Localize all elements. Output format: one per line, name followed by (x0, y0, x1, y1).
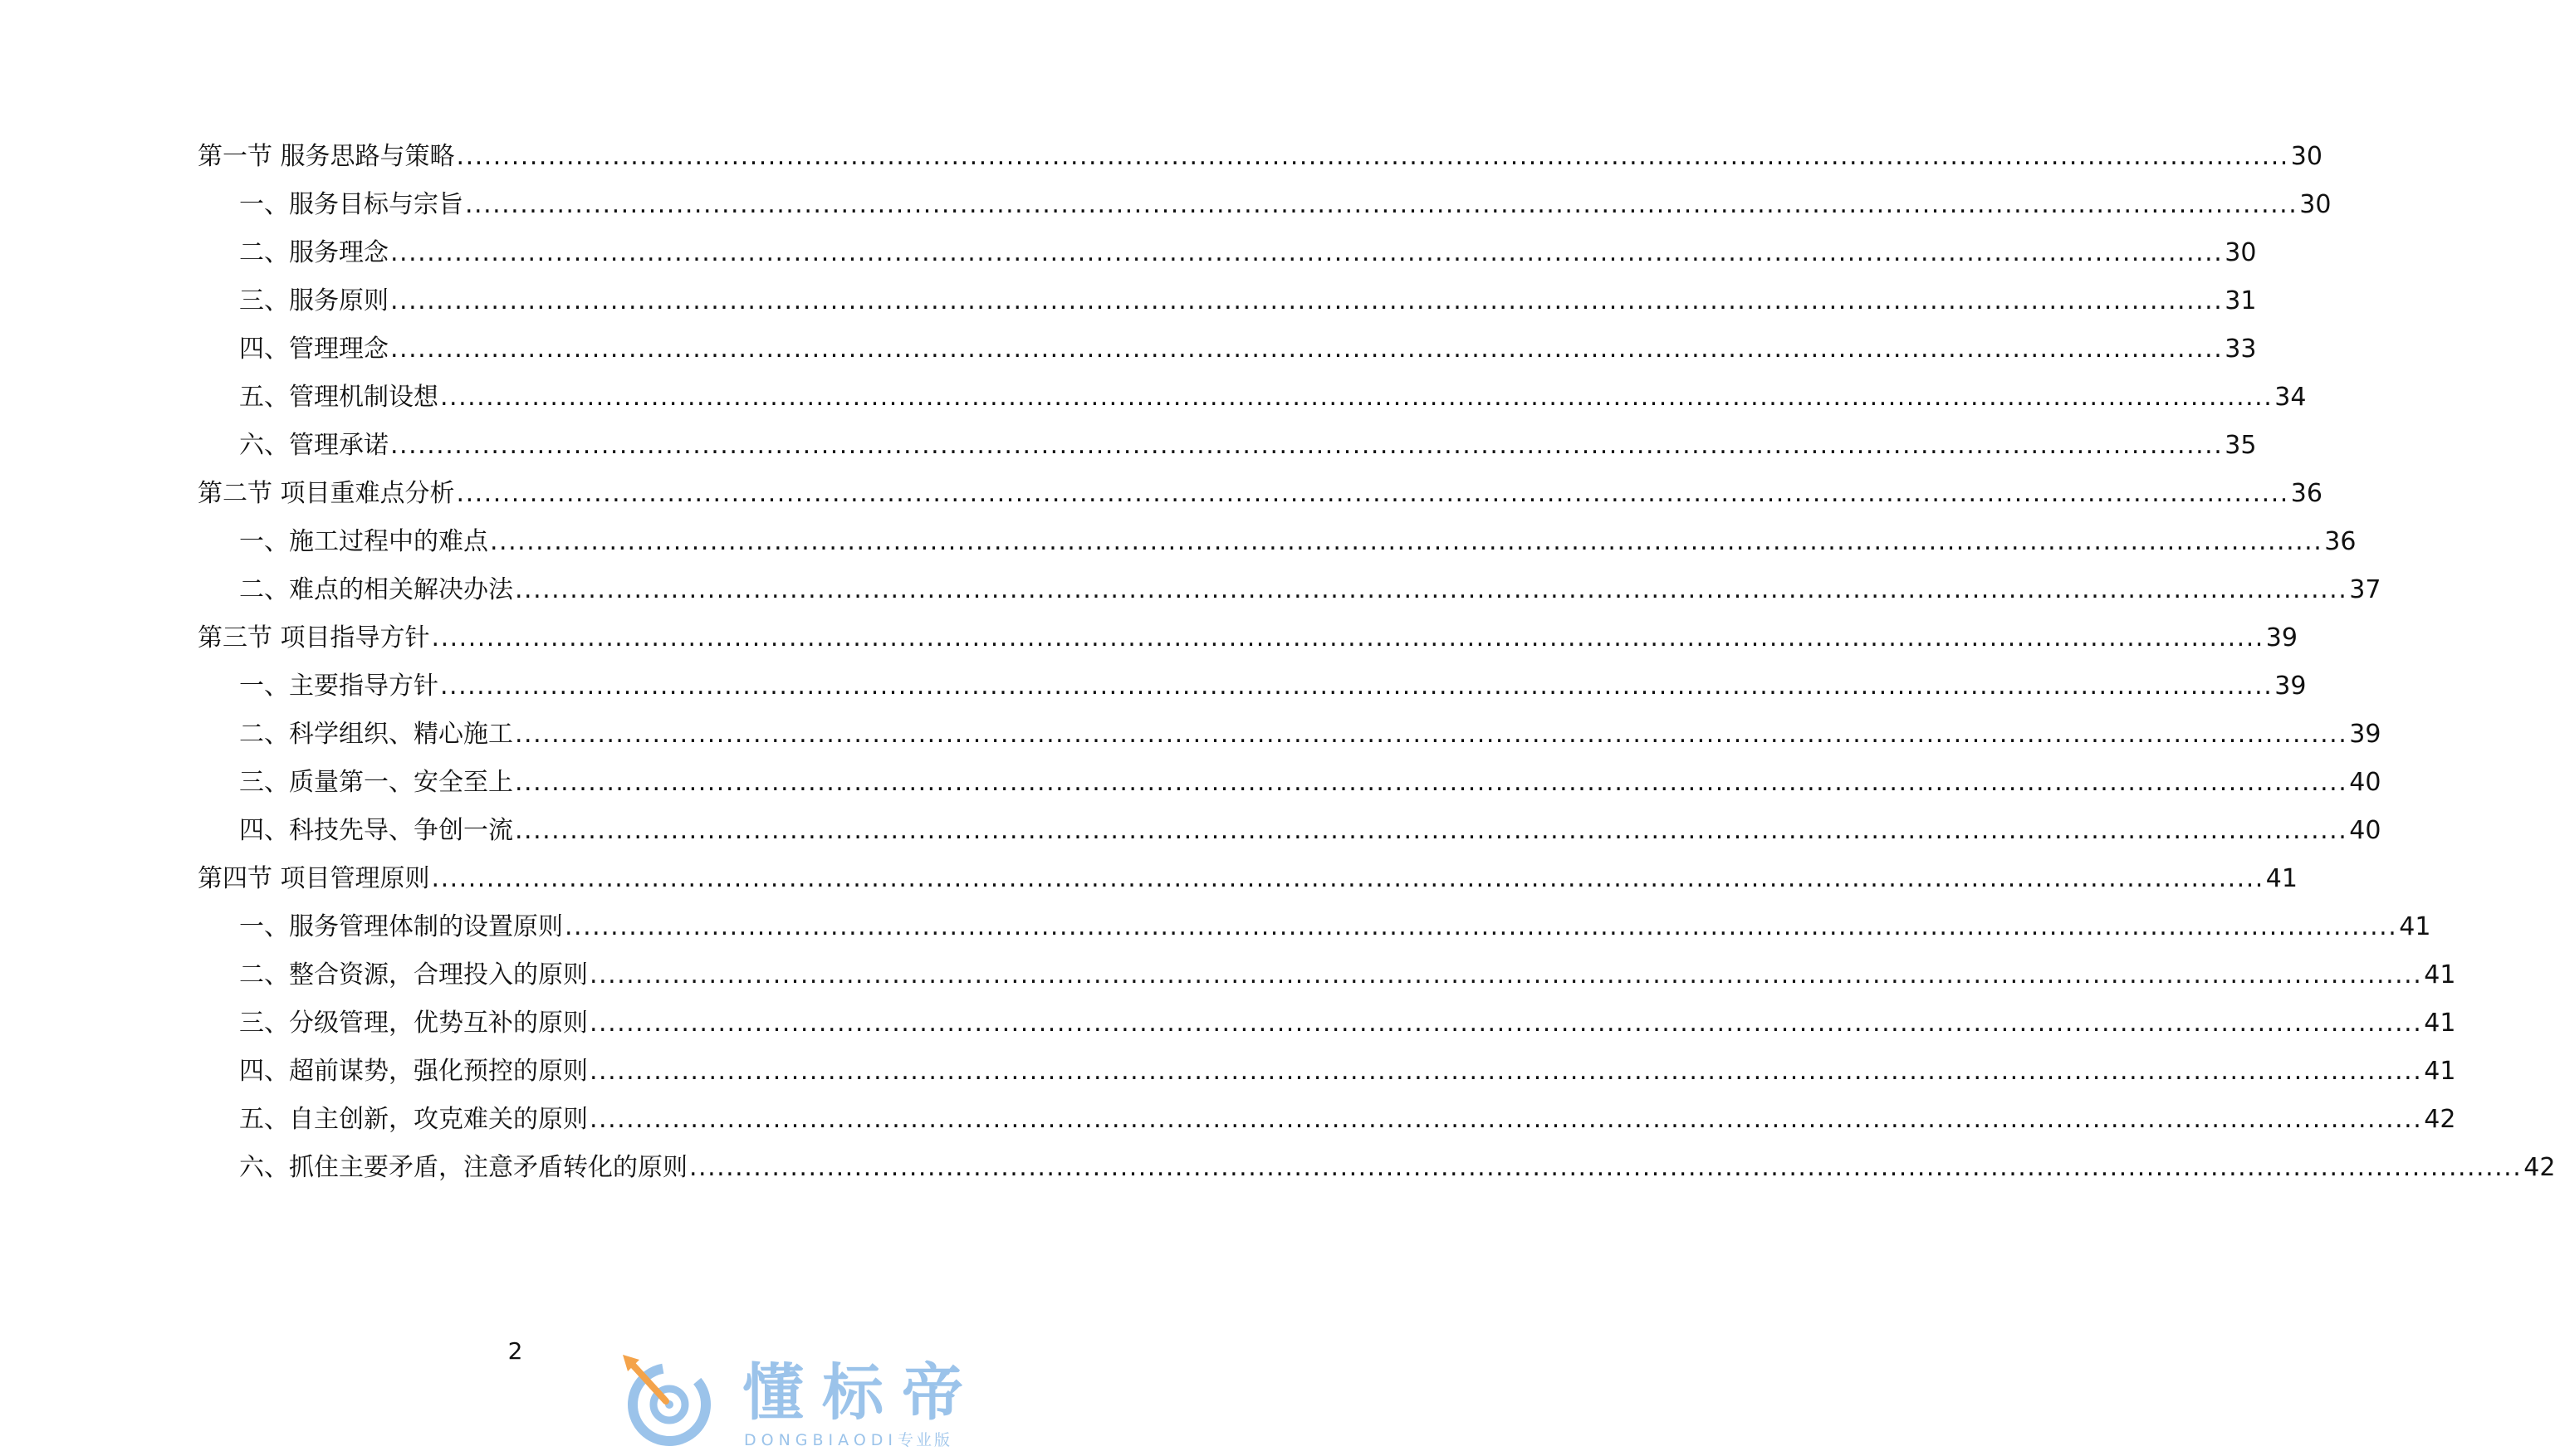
toc-entry[interactable] (239, 814, 2381, 848)
toc-entry-title: 五、管理机制设想 (239, 383, 438, 412)
toc-entry[interactable] (239, 670, 2307, 703)
toc-entry-page: 30 (2290, 142, 2323, 171)
toc-entry-title: 三、分级管理，优势互补的原则 (239, 1009, 588, 1038)
toc-dot-leader: ........................................................................................................................................................................................................ (440, 383, 2274, 412)
toc-dot-leader: ........................................................................................................................................................................................................ (590, 1009, 2423, 1038)
toc-entry-title: 四、科技先导、争创一流 (239, 816, 513, 845)
toc-entry-title: 六、抓住主要矛盾，注意矛盾转化的原则 (239, 1153, 688, 1182)
toc-dot-leader: ........................................................................................................................................................................................................ (390, 431, 2224, 460)
toc-dot-leader: ........................................................................................................................................................................................................ (431, 864, 2264, 893)
toc-entry-page: 34 (2274, 383, 2307, 412)
toc-entry-title: 二、整合资源，合理投入的原则 (239, 960, 588, 989)
toc-entry[interactable] (198, 140, 2323, 173)
toc-entry-title: 第三节 项目指导方针 (198, 623, 430, 652)
toc-dot-leader: ........................................................................................................................................................................................................ (515, 816, 2348, 845)
toc-entry[interactable] (239, 333, 2257, 366)
toc-entry-page: 39 (2265, 623, 2298, 652)
toc-dot-leader: ........................................................................................................................................................................................................ (490, 527, 2323, 556)
toc-dot-leader: ........................................................................................................................................................................................................ (515, 575, 2348, 604)
toc-entry[interactable] (198, 477, 2323, 511)
toc-dot-leader: ........................................................................................................................................................................................................ (390, 238, 2224, 267)
toc-entry-page: 37 (2349, 575, 2381, 604)
toc-entry[interactable] (239, 237, 2257, 270)
toc-entry[interactable] (239, 959, 2456, 992)
toc-dot-leader: ........................................................................................................................................................................................................ (565, 912, 2398, 941)
toc-entry[interactable] (239, 429, 2257, 462)
toc-entry-title: 二、科学组织、精心施工 (239, 720, 513, 749)
toc-entry-page: 41 (2424, 960, 2456, 989)
toc-entry[interactable] (239, 718, 2381, 751)
toc-entry-page: 30 (2299, 190, 2332, 219)
toc-entry[interactable] (239, 1007, 2456, 1040)
toc-dot-leader: ........................................................................................................................................................................................................ (465, 190, 2298, 219)
toc-entry-title: 三、质量第一、安全至上 (239, 768, 513, 797)
toc-entry-title: 二、难点的相关解决办法 (239, 575, 513, 604)
toc-dot-leader: ........................................................................................................................................................................................................ (456, 479, 2289, 508)
toc-entry-title: 一、服务管理体制的设置原则 (239, 912, 563, 941)
toc-entry-page: 31 (2225, 286, 2257, 315)
toc-entry[interactable] (239, 381, 2307, 414)
toc-entry-page: 41 (2265, 864, 2298, 893)
toc-entry-title: 第二节 项目重难点分析 (198, 479, 455, 508)
toc-dot-leader: ........................................................................................................................................................................................................ (590, 1057, 2423, 1086)
toc-entry-title: 三、服务原则 (239, 286, 389, 315)
toc-entry-title: 四、管理理念 (239, 335, 389, 364)
toc-entry[interactable] (239, 285, 2257, 318)
toc-entry-page: 42 (2424, 1105, 2456, 1134)
toc-entry[interactable] (198, 622, 2298, 655)
toc-dot-leader: ........................................................................................................................................................................................................ (440, 672, 2274, 701)
toc-dot-leader: ........................................................................................................................................................................................................ (689, 1153, 2523, 1182)
toc-entry-page: 36 (2290, 479, 2323, 508)
toc-entry-title: 一、服务目标与宗旨 (239, 190, 463, 219)
toc-entry-page: 35 (2225, 431, 2257, 460)
toc-dot-leader: ........................................................................................................................................................................................................ (515, 768, 2348, 797)
toc-entry-page: 41 (2399, 912, 2431, 941)
toc-entry[interactable] (239, 574, 2381, 607)
toc-dot-leader: ........................................................................................................................................................................................................ (390, 286, 2224, 315)
toc-entry[interactable] (239, 911, 2431, 944)
toc-entry-title: 第四节 项目管理原则 (198, 864, 430, 893)
watermark-brand: 懂标帝 (742, 1357, 981, 1429)
toc-dot-leader: ........................................................................................................................................................................................................ (456, 142, 2289, 171)
target-arrow-icon (618, 1351, 717, 1451)
toc-entry[interactable] (239, 525, 2357, 559)
toc-entry-title: 第一节 服务思路与策略 (198, 142, 455, 171)
toc-entry[interactable] (198, 862, 2298, 896)
toc-entry-page: 41 (2424, 1057, 2456, 1086)
toc-entry-page: 40 (2349, 768, 2381, 797)
watermark-edition: 专业版 (898, 1431, 953, 1449)
watermark-latin: DONGBIAODI (744, 1431, 898, 1449)
toc-entry-page: 30 (2225, 238, 2257, 267)
toc-dot-leader: ........................................................................................................................................................................................................ (590, 960, 2423, 989)
toc-entry-page: 39 (2349, 720, 2381, 749)
toc-entry-page: 39 (2274, 672, 2307, 701)
toc-entry[interactable] (239, 766, 2381, 799)
toc-entry-title: 四、超前谋势，强化预控的原则 (239, 1057, 588, 1086)
toc-dot-leader: ........................................................................................................................................................................................................ (590, 1105, 2423, 1134)
toc-entry[interactable] (239, 1103, 2456, 1136)
toc-entry[interactable] (239, 1151, 2555, 1185)
toc-dot-leader: ........................................................................................................................................................................................................ (390, 335, 2224, 364)
page-number: 2 (507, 1337, 523, 1365)
toc-entry-page: 40 (2349, 816, 2381, 845)
toc-entry-title: 六、管理承诺 (239, 431, 389, 460)
watermark-subtitle (744, 1431, 952, 1449)
toc-entry[interactable] (239, 188, 2332, 222)
toc-entry-title: 一、主要指导方针 (239, 672, 438, 701)
toc-dot-leader: ........................................................................................................................................................................................................ (515, 720, 2348, 749)
toc-entry-page: 42 (2523, 1153, 2555, 1182)
toc-entry-title: 二、服务理念 (239, 238, 389, 267)
toc-dot-leader: ........................................................................................................................................................................................................ (431, 623, 2264, 652)
toc-entry-page: 36 (2324, 527, 2357, 556)
toc-entry-title: 五、自主创新，攻克难关的原则 (239, 1105, 588, 1134)
toc-entry-page: 33 (2225, 335, 2257, 364)
toc-entry-page: 41 (2424, 1009, 2456, 1038)
toc-entry[interactable] (239, 1055, 2456, 1088)
watermark (618, 1351, 1008, 1451)
toc-entry-title: 一、施工过程中的难点 (239, 527, 488, 556)
